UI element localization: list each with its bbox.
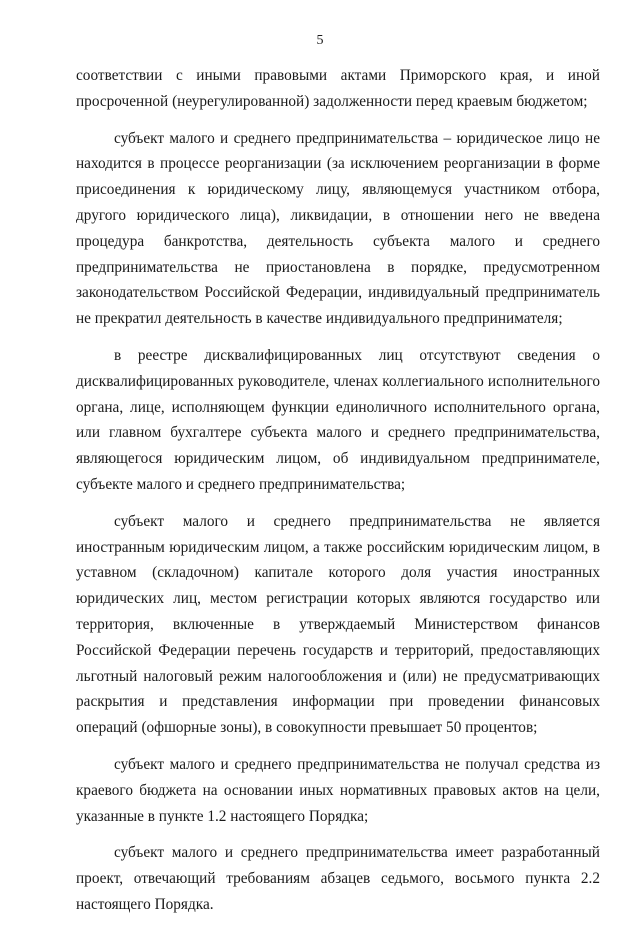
paragraph-disqualified-persons: в реестре дисквалифицированных лиц отсутствуют сведения о дисквалифицированных руководителе, членах коллегиального исполнительного органа, лице, исполняющем функции единоличного исполнительного органа, или главном бухгалтере субъекта малого и среднего предпринимательства, являющегося юридическим лицом, об индивидуальном предпринимателе, субъекте малого и среднего предпринимательства; [76, 346, 600, 493]
document-body [76, 63, 600, 929]
paragraph-reorganization: субъект малого и среднего предпринимательства – юридическое лицо не находится в процессе реорганизации (за исключением реорганизации в форме присоединения к юридическому лицу, являющемуся участником отбора, другого юридического лица), ликвидации, в отношении него не введена процедура банкротства, деятельность субъекта малого и среднего предпринимательства не приостановлена в порядке, предусмотренном законодательством Российской Федерации, индивидуальный предприниматель не прекратил деятельность в качестве индивидуального предпринимателя; [76, 129, 600, 328]
paragraph-foreign-entity: субъект малого и среднего предпринимательства не является иностранным юридическим лицом, а также российским юридическим лицом, в уставном (складочном) капитале которого доля участия иностранных юридических лиц, местом регистрации которых являются государство или территория, включенные в утверждаемый Министерством финансов Российской Федерации перечень государств и территорий, предоставляющих льготный налоговый режим налогообложения и (или) не предусматривающих раскрытия и представления информации при проведении финансовых операций (офшорные зоны), в совокупности превышает 50 процентов; [76, 512, 600, 737]
page-number: 5 [316, 33, 324, 48]
paragraph-project-requirements: субъект малого и среднего предпринимательства имеет разработанный проект, отвечающий требованиям абзацев седьмого, восьмого пункта 2.2 настоящего Порядка. [76, 844, 600, 913]
paragraph-no-other-funds: субъект малого и среднего предпринимательства не получал средства из краевого бюджета на основании иных нормативных правовых актов на цели, указанные в пункте 1.2 настоящего Порядка; [76, 755, 600, 825]
paragraph-debt-continuation: соответствии с иными правовыми актами Приморского края, и иной просроченной (неурегулированной) задолженности перед краевым бюджетом; [76, 67, 600, 110]
